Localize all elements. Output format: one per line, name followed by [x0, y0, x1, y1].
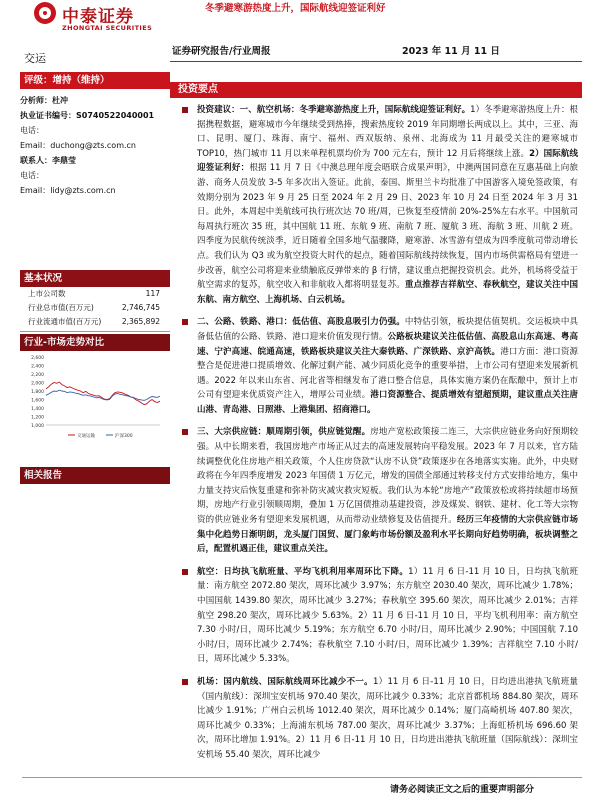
y-tick-label: 1,600 — [31, 398, 44, 404]
key-point-text: 1）11 月 6 日-11 月 10 日，日均进出港执飞航班量（国内航线）：深圳宝安机场 970.40 架次，周环比减少 0.33%；北京首都机场 884.80 架次，周环比减少 1.91%；广州白云机场 1012.40 架次，周环比减少 0.14%；厦门高崎机场 407.80 架次，周环比减少 0.33%；上海浦东机场 787.00 架次，周环比减少 3.37%；上海虹桥机场 696.60 架次，周环比增加 1.91%。2）11 月 6 日-11 月 10 日，日均进出港执飞航班量（国际航线）：深圳宝安机场 55.40 架次，周环比减少 — [197, 676, 578, 760]
key-point-emphasis: 三、大宗供应链：顺周期引领，供应链觉醒。 — [197, 427, 371, 438]
analyst-email: Email：duchong@zts.com.cn — [20, 141, 136, 150]
bullet-square-icon — [182, 679, 188, 685]
key-point-text: 房地产宽松政策接二连三，大宗供应链业务向好预期较强。从中长期来看，我国房地产市场正从过去的高速发展转向平稳发展。2023 年 7 月以来，官方陆续调整优化住房地产相关政策，个人住房贷款“认房不认贷”政策逐步在各地落实实施。此外，中央财政将在今年四季度增发 2023 年国债 1 万亿元，增发的国债全部通过转移支付方式安排给地方，集中力量支持灾后恢复重建和弥补防灾减灾救灾短板。我们认为本轮“房地产”政策放松或将持续超市场预期，房地产行业引领顺周期，叠加 1 万亿国债推动基建投资，涉及煤炭、钢铁、建材、化工等大宗物资的供应链业务有望迎来发展机遇，从而带动业绩修复及估值提升。 — [197, 427, 578, 526]
main-content — [170, 82, 582, 763]
y-tick-label: 2,000 — [31, 381, 44, 387]
series-line-1 — [46, 390, 160, 400]
stat-row-float-cap — [20, 315, 160, 329]
stat-value: 2,365,892 — [121, 317, 160, 326]
company-logo — [22, 0, 172, 40]
key-point-text: 1）11 月 6 日-11 月 10 日，日均执飞航班量：南方航空 2072.80 架次，周环比减少 3.97%；东方航空 2030.40 架次，周环比减少 1.78%；中国国航 1439.80 架次，周环比减少 3.27%；春秋航空 395.60 架次，周环比减少 2.01%；吉祥航空 298.20 架次，周环比减少 5.63%。2）11 月 6 日-11 月 10 日，平均飞机利用率：南方航空 7.30 小时/日，周环比减少 5.19%；东方航空 6.70 小时/日，周环比减少 2.90%；中国国航 7.10 小时/日，周环比减少 2.74%；春秋航空 7.10 小时/日，周环比减少 1.39%；吉祥航空 7.10 小时/日，周环比减少 5.33%。 — [197, 566, 578, 665]
y-tick-label: 1,000 — [31, 424, 44, 429]
report-date: 2023 年 11 月 11 日 — [402, 46, 500, 57]
key-point-text: 根据 11 月 7 日《中澳总理年度会晤联合成果声明》，中澳两国同意在互惠基础上向旅游、商务人员发放 3-5 年多次出入签证。此前，泰国、斯里兰卡均批准了中国游客入境免签政策，有效期分别为 2023 年 9 月 25 日至 2024 年 2 月 29 日、2023 年 10 月 24 日至 2024 年 3 月 31 日。此外，本周起中美航线可执行班次达 70 班/周，已恢复至疫情前 20%-25%左右水平。中国航司每周执行班次 35 班，其中国航 11 班、东航 9 班、南航 7 班、厦航 3 班、海航 3 班、川航 2 班。四季度为民航传统淡季，近日随着全国多地气温骤降，避寒游、冰雪游有望成为四季度航司带动增长点。我们认为 Q3 或为航空投资大时代的起点，随着国际航线持续恢复，国内市场供需格局有望进一步改善，航空公司将迎来业绩触底反弹带来的 β 行情，建议重点把握投资机会。此外，机场将受益于航空需求的复苏，航空收入和非航收入都将明显复苏。 — [197, 163, 578, 291]
key-point-item — [170, 425, 582, 556]
key-point-emphasis: 重点推荐吉祥航空、春秋航空，建议关注中国东航、南方航空、上海机场、白云机场。 — [197, 280, 578, 305]
y-tick-label: 2,400 — [31, 364, 44, 370]
basic-info-bar: 基本状况 — [20, 270, 170, 287]
y-tick-label: 1,400 — [31, 407, 44, 412]
series-line-0 — [46, 382, 160, 405]
left-sidebar — [20, 72, 170, 484]
analyst-license: 执业证书编号：S0740522040001 — [20, 111, 155, 120]
key-point-emphasis: 航空：日均执飞航班量、平均飞机利用率周环比下降。 — [197, 566, 409, 577]
key-point-emphasis: 港口资源整合、提质增效有望超预期，建议重点关注唐山港、青岛港、日照港、上港集团、招商港口。 — [197, 390, 578, 415]
key-point-item — [170, 565, 582, 667]
market-trend-chart — [20, 351, 170, 443]
bullet-square-icon — [182, 569, 188, 575]
analyst-phone: 电话： — [20, 126, 44, 135]
key-points-list — [170, 103, 582, 763]
analyst-name: 分析师：杜冲 — [20, 96, 68, 105]
y-tick-label: 1,800 — [31, 390, 44, 395]
key-point-emphasis: 经历三年疫情的大宗供应链市场集中化趋势日渐明朗，龙头厦门国贸、厦门象屿市场份额及盈利水平长期向好趋势明确，板块调整之后，配置机遇正佳，建议重点关注。 — [197, 515, 578, 555]
contact-phone: 电话： — [20, 171, 44, 180]
key-point-item — [170, 103, 582, 307]
stat-label: 行业流通市值(百万元) — [28, 317, 102, 326]
legend-label: 沪深300 — [115, 434, 133, 439]
footer-divider — [22, 777, 582, 778]
legend-label: 交通运输 — [77, 434, 95, 439]
key-point-emphasis: 2）国际航线迎签证利好： — [197, 148, 578, 174]
key-point-item — [170, 315, 582, 417]
stat-row-total-cap — [20, 301, 160, 315]
header-divider — [170, 61, 582, 62]
stat-divider — [20, 331, 170, 332]
stat-value: 117 — [145, 289, 160, 298]
related-reports-bar: 相关报告 — [20, 467, 170, 484]
key-points-title: 投资要点 — [170, 82, 582, 98]
contact-email: Email：lidy@zts.com.cn — [20, 186, 116, 195]
y-tick-label: 2,200 — [31, 373, 44, 378]
contact-name: 联系人：李鼎莹 — [20, 156, 76, 165]
trend-bar: 行业-市场走势对比 — [20, 334, 170, 351]
rating-bar: 评级：增持（维持） — [20, 72, 170, 89]
key-point-emphasis: 二、公路、铁路、港口：低估值、高股息吸引力仍强。 — [197, 317, 405, 328]
industry-section: 交运 — [24, 52, 46, 65]
key-point-emphasis: 投资建议：一、航空机场：冬季避寒游热度上升，国际航线迎签证利好。 — [197, 105, 471, 115]
stat-label: 行业总市值(百万元) — [28, 303, 94, 312]
y-tick-label: 2,600 — [31, 356, 44, 361]
bullet-square-icon — [182, 429, 188, 435]
report-type: 证券研究报告/行业周报 — [172, 46, 271, 57]
stat-value: 2,746,745 — [121, 303, 160, 312]
stat-label: 上市公司数 — [28, 289, 66, 298]
key-point-text: 1）冬季避寒游热度上升：根据携程数据，避寒城市今年继续受到热捧，搜索热度较 2019 年同期增长两成以上。其中，三亚、海口、昆明、厦门、珠海、南宁、福州、西双版纳、泉州、北海成为 11 月最受关注的避寒城市 TOP10，热门城市 11 月以来单程机票均价为 700 元左右，预计 12 月后将继续上涨。 — [197, 105, 578, 159]
report-headline: 冬季避寒游热度上升，国际航线迎签证利好 — [205, 3, 386, 14]
stat-row-companies — [20, 287, 160, 301]
bullet-square-icon — [182, 319, 188, 325]
footer-disclaimer: 请务必阅读正文之后的重要声明部分 — [390, 785, 535, 795]
logo-mark-icon — [34, 2, 56, 24]
key-point-emphasis: 机场：国内航线、国际航线周环比减少不一。 — [197, 676, 373, 687]
key-point-text: 中特估引领，板块提估值契机。交运板块中具备低估值的公路、铁路、港口迎来价值发现行情。 — [197, 317, 578, 342]
logo-chinese-name: 中泰证券 — [62, 7, 134, 27]
key-point-emphasis: 公路板块建议关注低估值、高股息山东高速、粤高速、宁沪高速、皖通高速，铁路板块建议关注大秦铁路、广深铁路、京沪高铁。 — [197, 331, 578, 357]
logo-english-name: ZHONGTAI SECURITIES — [62, 24, 153, 32]
bullet-square-icon — [182, 107, 188, 113]
key-point-text: 港口方面：港口资源整合是促进港口提质增效、化解过剩产能、减少同质化竞争的重要举措，上市公司有望迎来发展新机遇。2022 年以来山东省、河北省等相继发布了港口整合信息，具体实施方案仍在酝酿中，预计上市公司有望迎来优质资产注入，增厚公司业绩。 — [197, 346, 578, 401]
key-point-item — [170, 675, 582, 763]
y-tick-label: 1,200 — [31, 415, 44, 421]
